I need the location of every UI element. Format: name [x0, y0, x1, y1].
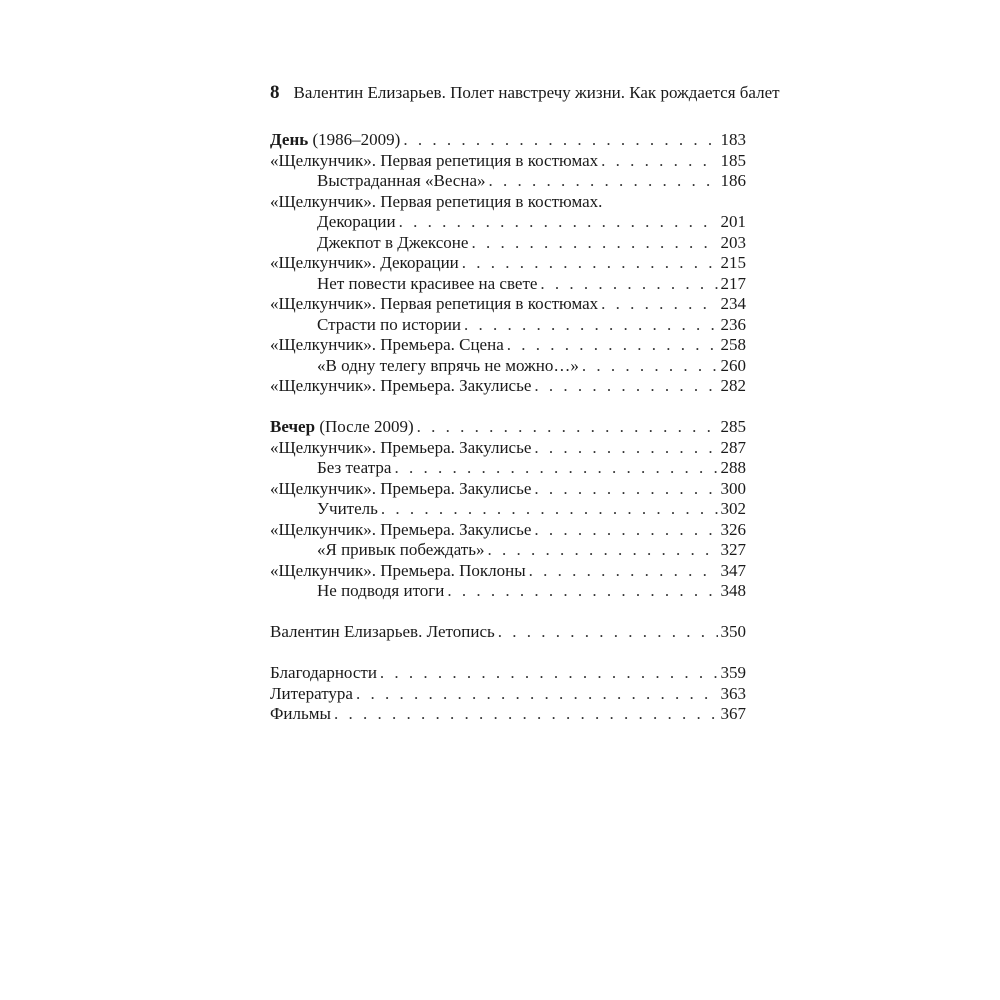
toc-entry-title: [317, 540, 485, 561]
toc-entry-title: [270, 335, 504, 356]
running-head: [270, 82, 780, 104]
dot-leader: [356, 684, 718, 705]
dot-leader: [529, 561, 718, 582]
toc-page-number: 367: [720, 704, 746, 723]
toc-page-number: 201: [720, 212, 746, 231]
toc-title-text: «Щелкунчик». Первая репетиция в костюмах.: [270, 191, 603, 211]
dot-leader: [601, 294, 717, 315]
toc-title-text: «Я привык побеждать»: [317, 540, 485, 559]
dot-leader: [464, 315, 717, 336]
toc-entry: [270, 417, 746, 438]
toc-entry-title: [317, 315, 461, 336]
toc-entry-title: [270, 294, 598, 315]
toc-entry: [270, 663, 746, 684]
toc-entry: [270, 520, 746, 541]
toc-page-number: 348: [720, 581, 746, 600]
toc-section-name: Вечер: [270, 417, 316, 436]
toc-entry-title: [317, 356, 579, 377]
toc-title-text: Благодарности: [270, 663, 377, 682]
dot-leader: [534, 479, 717, 500]
toc-title-text: (1986–2009): [308, 130, 401, 149]
toc-page-number: 300: [720, 478, 746, 498]
table-of-contents: [270, 130, 746, 725]
dot-leader: [488, 540, 718, 561]
toc-page-number: 183: [720, 130, 746, 149]
toc-entry-title: [317, 499, 378, 520]
toc-entry-title: [270, 561, 526, 582]
toc-entry: [270, 376, 746, 397]
dot-leader: [601, 151, 717, 172]
toc-entry: [270, 704, 746, 725]
toc-title-text: Выстраданная «Весна»: [317, 171, 486, 190]
toc-entry: [270, 151, 746, 172]
toc-title-text: Джекпот в Джексоне: [317, 232, 469, 252]
toc-entry: [270, 212, 746, 233]
toc-entry-title: [270, 684, 353, 705]
toc-title-text: Декорации: [317, 212, 396, 231]
dot-leader: [462, 253, 718, 274]
toc-entry: [270, 335, 746, 356]
dot-leader: [394, 458, 717, 479]
toc-entry: [270, 253, 746, 274]
toc-title-text: «Щелкунчик». Премьера. Закулисье: [270, 478, 532, 498]
toc-page-number: 288: [720, 458, 746, 477]
toc-title-text: «Щелкунчик». Премьера. Закулисье: [270, 519, 532, 539]
toc-entry: [270, 274, 746, 295]
toc-entry-title: [317, 212, 396, 233]
toc-entry-title: [270, 479, 531, 500]
toc-section-name: День: [270, 130, 309, 149]
toc-title-text: Без театра: [317, 458, 392, 477]
dot-leader: [534, 376, 717, 397]
dot-leader: [399, 212, 718, 233]
toc-title-text: Литература: [270, 683, 353, 703]
dot-leader: [380, 663, 718, 684]
toc-entry: [270, 171, 746, 192]
toc-entry-title: [270, 417, 414, 438]
toc-page-number: 302: [720, 499, 746, 518]
toc-entry-title: [317, 581, 444, 602]
toc-entry-title: [317, 171, 486, 192]
toc-entry-title: [270, 376, 531, 397]
toc-entry-title: [270, 663, 377, 684]
toc-title-text: Не подводя итоги: [317, 581, 445, 600]
toc-page-number: 260: [720, 355, 746, 375]
toc-entry: [270, 294, 746, 315]
toc-entry-title: [270, 622, 495, 643]
toc-page-number: 236: [720, 314, 746, 334]
dot-leader: [417, 417, 718, 438]
dot-leader: [582, 356, 718, 377]
toc-title-text: «Щелкунчик». Премьера. Закулисье: [270, 437, 532, 457]
dot-leader: [507, 335, 718, 356]
toc-entry-title: [270, 192, 602, 213]
toc-title-text: «Щелкунчик». Первая репетиция в костюмах: [270, 150, 599, 170]
dot-leader: [498, 622, 718, 643]
toc-page-number: 359: [720, 663, 746, 682]
toc-entry: [270, 561, 746, 582]
toc-page-number: 285: [720, 417, 746, 436]
toc-page-number: 326: [720, 519, 746, 539]
dot-leader: [540, 274, 717, 295]
toc-page-number: 347: [720, 560, 746, 580]
dot-leader: [381, 499, 718, 520]
dot-leader: [403, 130, 717, 151]
dot-leader: [534, 438, 717, 459]
running-title: Валентин Елизарьев. Полет навстречу жизни. Как рождается балет: [293, 83, 780, 102]
toc-entry-title: [317, 233, 468, 254]
toc-page-number: 185: [720, 150, 746, 170]
toc-page-number: 350: [720, 622, 746, 641]
dot-leader: [534, 520, 717, 541]
toc-entry: [270, 479, 746, 500]
toc-entry-title: [270, 130, 400, 151]
toc-entry: [270, 130, 746, 151]
toc-title-text: Фильмы: [270, 704, 331, 723]
toc-page-number: 363: [720, 683, 746, 703]
toc-title-text: «В одну телегу впрячь не можно…»: [317, 355, 579, 375]
toc-page-number: 203: [720, 232, 746, 252]
toc-page-number: 215: [720, 253, 746, 272]
toc-title-text: Нет повести красивее на свете: [317, 273, 538, 293]
toc-entry-title: [270, 438, 531, 459]
toc-entry: [270, 315, 746, 336]
toc-page-number: 186: [720, 171, 746, 190]
toc-page-number: 287: [720, 437, 746, 457]
toc-entry: [270, 438, 746, 459]
toc-entry-title: [270, 520, 531, 541]
toc-page-number: 282: [720, 376, 746, 395]
dot-leader: [334, 704, 718, 725]
dot-leader: [471, 233, 717, 254]
toc-entry: [270, 540, 746, 561]
toc-title-text: Страсти по истории: [317, 314, 462, 334]
toc-entry: [270, 684, 746, 705]
dot-leader: [447, 581, 717, 602]
toc-page-number: 234: [720, 294, 746, 313]
toc-entry: [270, 581, 746, 602]
toc-title-text: Учитель: [317, 499, 378, 518]
page-number: 8: [270, 82, 280, 103]
dot-leader: [489, 171, 718, 192]
toc-page-number: 258: [720, 335, 746, 354]
toc-title-text: «Щелкунчик». Первая репетиция в костюмах: [270, 294, 599, 313]
toc-title-text: «Щелкунчик». Премьера. Закулисье: [270, 376, 532, 395]
toc-page-number: 217: [720, 273, 746, 293]
toc-entry: [270, 499, 746, 520]
toc-title-text: Валентин Елизарьев. Летопись: [270, 622, 495, 641]
toc-entry-title: [317, 274, 537, 295]
toc-entry-title: [270, 704, 331, 725]
toc-entry: [270, 622, 746, 643]
toc-entry-title: [270, 253, 459, 274]
toc-title-text: «Щелкунчик». Премьера. Поклоны: [270, 560, 526, 580]
toc-entry: [270, 192, 746, 213]
toc-entry-title: [270, 151, 598, 172]
toc-title-text: «Щелкунчик». Премьера. Сцена: [270, 335, 504, 354]
toc-entry: [270, 356, 746, 377]
toc-entry: [270, 458, 746, 479]
toc-title-text: (После 2009): [315, 417, 414, 436]
toc-title-text: «Щелкунчик». Декорации: [270, 253, 459, 272]
toc-entry-title: [317, 458, 391, 479]
toc-entry: [270, 233, 746, 254]
toc-page-number: 327: [720, 540, 746, 559]
